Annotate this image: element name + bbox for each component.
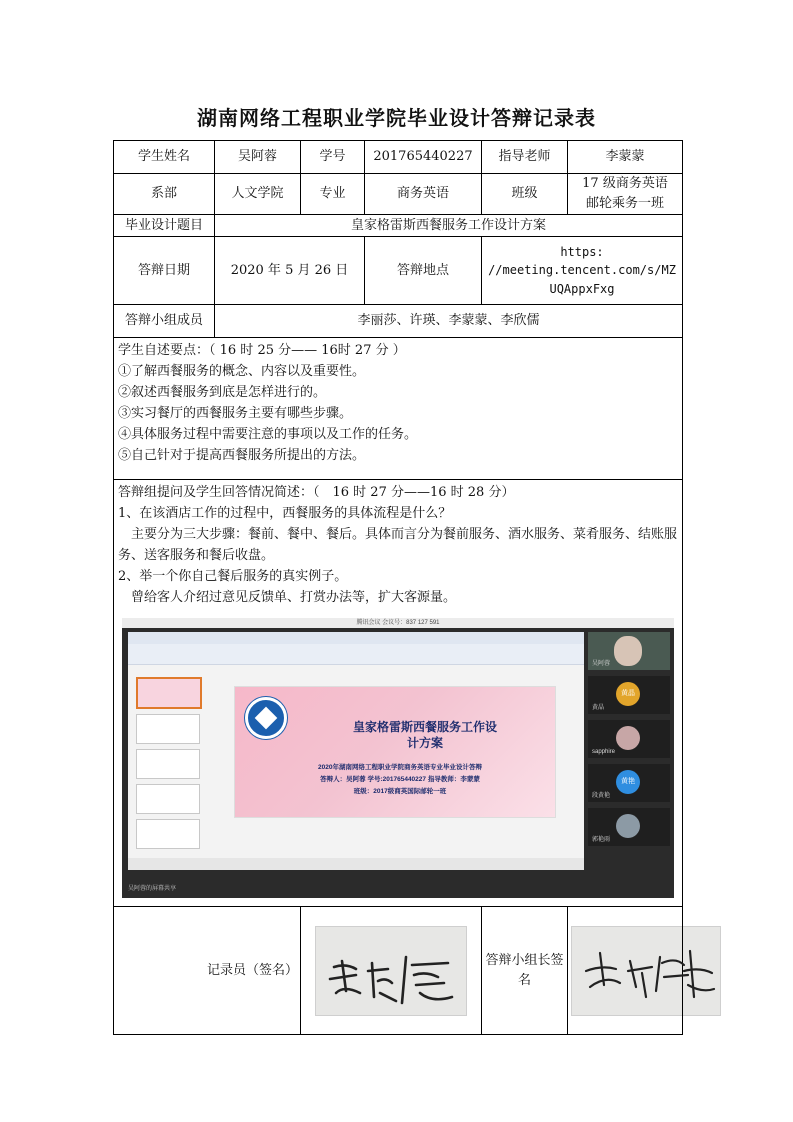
self-statement-heading: 学生自述要点：（ 16 时 25 分—— 16时 27 分 ） bbox=[118, 343, 406, 359]
screen-share-label: 吴阿蓉的屏幕共享 bbox=[128, 885, 177, 892]
participant-list bbox=[588, 632, 670, 874]
qa-answer-2: 曾给客人介绍过意见反馈单、打赏办法等，扩大客源量。 bbox=[131, 590, 457, 606]
meeting-screenshot bbox=[122, 618, 674, 898]
class-value bbox=[568, 174, 683, 215]
page-title: 湖南网络工程职业学院毕业设计答辩记录表 bbox=[197, 106, 596, 130]
participant-tile: 吴阿蓉 bbox=[588, 632, 670, 670]
slide-title: 皇家格雷斯西餐服务工作设 计方案 bbox=[352, 720, 497, 751]
participant-avatar: 黄晶 bbox=[616, 682, 640, 706]
panel-value: 李丽莎、许瑛、李蒙蒙、李欣儒 bbox=[215, 305, 683, 338]
panel-label: 答辩小组成员 bbox=[114, 305, 215, 338]
participant-tile: 郭艳雨 bbox=[588, 808, 670, 846]
advisor-value: 李蒙蒙 bbox=[568, 141, 683, 174]
leader-label: 答辩小组长签名 bbox=[485, 952, 564, 988]
class-line-1: 17 级商务英语 bbox=[582, 176, 668, 191]
student-id-label: 学号 bbox=[301, 141, 365, 174]
slide-subtitle: 2020年湖南网络工程职业学院商务英语专业毕业设计答辩 bbox=[318, 764, 482, 772]
leader-signature-image bbox=[571, 926, 721, 1016]
topic-value: 皇家格雷斯西餐服务工作设计方案 bbox=[215, 215, 683, 237]
participant-video bbox=[614, 636, 642, 666]
recorder-signature-icon bbox=[316, 927, 466, 1015]
self-statement-item: ②叙述西餐服务到底是怎样进行的。 bbox=[118, 385, 327, 401]
slide-presenter: 答辩人：吴阿蓉 学号:201765440227 指导教师：李蒙蒙 bbox=[320, 776, 480, 784]
department-value: 人文学院 bbox=[215, 174, 301, 215]
location-line-2: //meeting.tencent.com/s/MZ bbox=[488, 263, 676, 278]
location-line-3: UQAppxFxg bbox=[549, 282, 615, 297]
participant-tile: sapphire bbox=[588, 720, 670, 758]
slide-thumbnail bbox=[136, 784, 200, 814]
leader-label-cell bbox=[482, 907, 568, 1035]
slide-class: 班级：2017级商英国际邮轮一班 bbox=[353, 788, 447, 796]
participant-tile: 黄晶 黄晶 bbox=[588, 676, 670, 714]
location-line-1: https: bbox=[560, 244, 604, 259]
student-id-value: 201765440227 bbox=[365, 141, 482, 174]
meeting-title-bar: 腾讯会议 会议号：837 127 591 bbox=[122, 618, 674, 628]
slide-thumbnails bbox=[132, 672, 204, 844]
recorder-signature-image bbox=[315, 926, 467, 1016]
participant-avatar: 黄艳 bbox=[616, 770, 640, 794]
self-statement-item: ⑤自己针对于提高西餐服务所提出的方法。 bbox=[118, 448, 366, 464]
participant-avatar bbox=[616, 814, 640, 838]
presentation-statusbar bbox=[128, 858, 584, 870]
advisor-label: 指导老师 bbox=[482, 141, 568, 174]
qa-question-2: 2、举一个你自己餐后服务的真实例子。 bbox=[118, 569, 348, 585]
department-label: 系部 bbox=[114, 174, 215, 215]
qa-heading: 答辩组提问及学生回答情况简述：（ 16 时 27 分——16 时 28 分） bbox=[118, 485, 515, 501]
leader-signature-cell bbox=[568, 907, 683, 1035]
qa-section bbox=[114, 480, 683, 907]
leader-signature-icon bbox=[572, 927, 720, 1015]
self-statement-item: ①了解西餐服务的概念、内容以及重要性。 bbox=[118, 364, 366, 380]
title-slide bbox=[234, 686, 556, 818]
participant-tile: 黄艳 段黄艳 bbox=[588, 764, 670, 802]
date-value: 2020 年 5 月 26 日 bbox=[215, 237, 365, 305]
recorder-label: 记录员（签名） bbox=[206, 962, 298, 978]
location-label: 答辩地点 bbox=[365, 237, 482, 305]
major-label: 专业 bbox=[301, 174, 365, 215]
recorder-label-cell bbox=[114, 907, 301, 1035]
school-logo-icon bbox=[245, 697, 287, 739]
major-value: 商务英语 bbox=[365, 174, 482, 215]
date-label: 答辩日期 bbox=[114, 237, 215, 305]
qa-question-1: 1、在该酒店工作的过程中，西餐服务的具体流程是什么？ bbox=[118, 506, 452, 522]
self-statement-item: ④具体服务过程中需要注意的事项以及工作的任务。 bbox=[118, 427, 418, 443]
slide-thumbnail bbox=[136, 749, 200, 779]
qa-answer-1: 主要分为三大步骤：餐前、餐中、餐后。具体而言分为餐前服务、酒水服务、菜肴服务、结账服务、送客服务和餐后收盘。 bbox=[118, 527, 678, 564]
presentation-toolbar bbox=[128, 632, 584, 665]
slide-thumbnail bbox=[136, 677, 202, 709]
topic-label: 毕业设计题目 bbox=[114, 215, 215, 237]
location-value bbox=[482, 237, 683, 305]
student-name-value: 吴阿蓉 bbox=[215, 141, 301, 174]
record-table bbox=[113, 140, 683, 1035]
slide-thumbnail bbox=[136, 819, 200, 849]
student-name-label: 学生姓名 bbox=[114, 141, 215, 174]
shared-screen bbox=[128, 632, 584, 870]
self-statement-item: ③实习餐厅的西餐服务主要有哪些步骤。 bbox=[118, 406, 353, 422]
participant-avatar bbox=[616, 726, 640, 750]
recorder-signature-cell bbox=[301, 907, 482, 1035]
self-statement-section bbox=[114, 338, 683, 480]
class-line-2: 邮轮乘务一班 bbox=[585, 196, 664, 212]
class-label: 班级 bbox=[482, 174, 568, 215]
slide-thumbnail bbox=[136, 714, 200, 744]
